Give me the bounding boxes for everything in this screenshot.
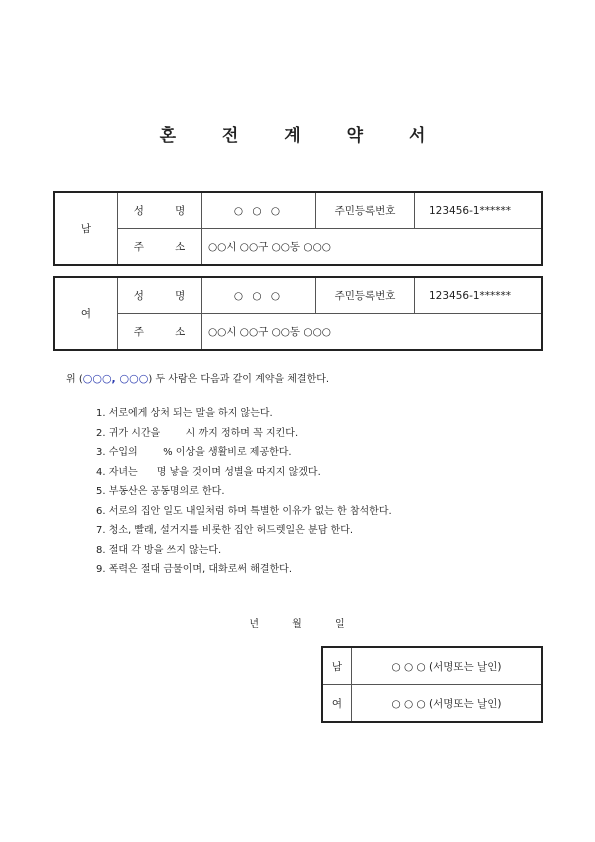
female-address-value: ○○시 ○○구 ○○동 ○○○: [202, 314, 543, 351]
male-name-value: ○ ○ ○: [202, 192, 316, 229]
signature-table: [321, 646, 543, 723]
intro-suffix: ) 두 사람은 다음과 같이 계약을 체결한다.: [148, 374, 330, 385]
term-item: 9. 폭력은 절대 금물이며, 대화로써 해결한다.: [96, 564, 293, 575]
intro-names: ○○○, ○○○: [82, 372, 149, 385]
female-side-label: 여: [54, 277, 118, 350]
terms-list: [96, 404, 392, 580]
female-name-value: ○ ○ ○: [202, 277, 316, 314]
female-address-label: 주 소: [118, 314, 202, 351]
male-rrn-label: 주민등록번호: [316, 192, 415, 229]
term-item: 2. 귀가 시간을 시 까지 정하며 꼭 지킨다.: [96, 427, 299, 439]
term-item: 6. 서로의 집안 일도 내일처럼 하며 특별한 이유가 없는 한 참석한다.: [96, 505, 392, 517]
signature-side-female: 여: [322, 685, 352, 723]
male-party-table: [53, 191, 543, 266]
date-line: 년 월 일: [249, 619, 346, 630]
female-rrn-value: 123456-1******: [415, 277, 543, 314]
signature-side-male: 남: [322, 647, 352, 685]
signature-male: ○ ○ ○ (서명또는 날인): [352, 647, 543, 685]
female-name-label: 성 명: [118, 277, 202, 314]
term-item: 8. 절대 각 방을 쓰지 않는다.: [96, 544, 222, 556]
intro-prefix: 위 (: [66, 374, 83, 385]
term-item: 4. 자녀는 명 낳을 것이며 성별을 따지지 않겠다.: [96, 466, 321, 478]
term-item: 1. 서로에게 상처 되는 말을 하지 않는다.: [96, 408, 273, 419]
male-address-label: 주 소: [118, 229, 202, 266]
female-party-table: [53, 276, 543, 351]
term-item: 3. 수입의 % 이상을 생활비로 제공한다.: [96, 447, 292, 458]
term-item: 7. 청소, 빨래, 설거지를 비롯한 집안 허드렛일은 분담 한다.: [96, 525, 354, 536]
term-item: 5. 부동산은 공동명의로 한다.: [96, 486, 225, 497]
male-rrn-value: 123456-1******: [415, 192, 543, 229]
male-address-value: ○○시 ○○구 ○○동 ○○○: [202, 229, 543, 266]
signature-female: ○ ○ ○ (서명또는 날인): [352, 685, 543, 723]
male-side-label: 남: [54, 192, 118, 265]
intro-sentence: [66, 370, 329, 385]
female-rrn-label: 주민등록번호: [316, 277, 415, 314]
male-name-label: 성 명: [118, 192, 202, 229]
document-title: 혼 전 계 약 서: [159, 126, 446, 146]
